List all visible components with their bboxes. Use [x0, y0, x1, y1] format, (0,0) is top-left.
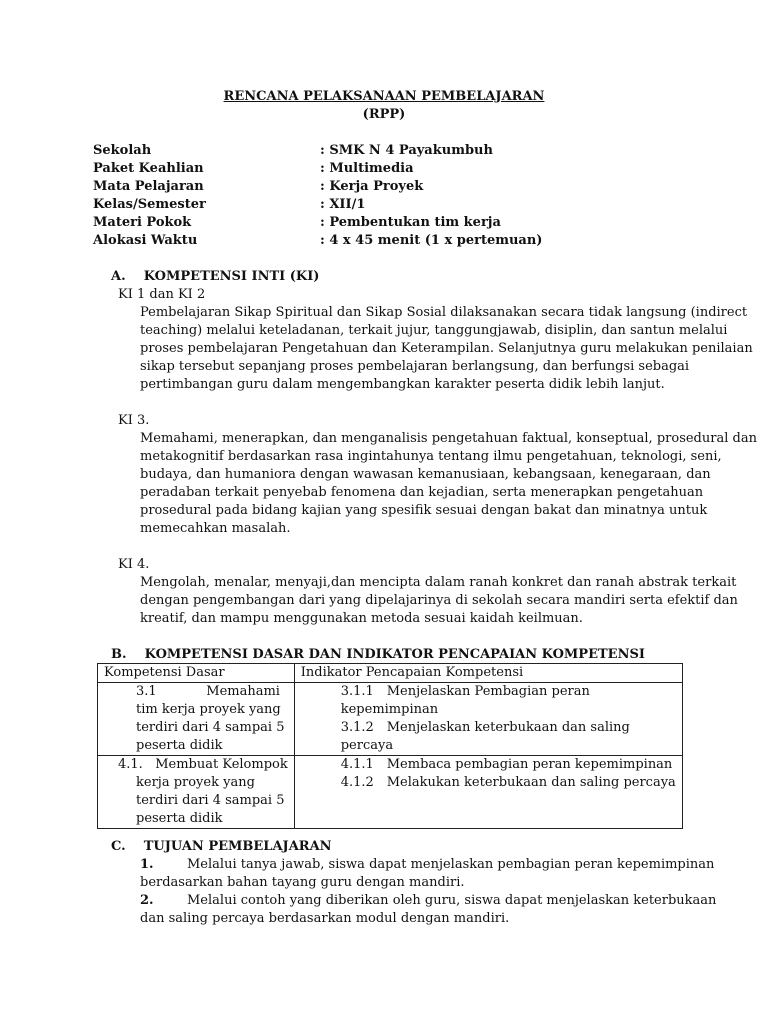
- paragraph-line: prosedural pada bidang kajian yang spesifik sesuai dengan bakat dan minatnya untuk: [140, 503, 708, 518]
- ki12-label: KI 1 dan KI 2: [118, 287, 206, 302]
- paragraph-line: kreatif, dan mampu menggunakan metoda sesuai kaidah keilmuan.: [140, 611, 583, 626]
- ki4-label: KI 4.: [118, 557, 150, 572]
- competency-table: [97, 663, 683, 829]
- objective-line: Melalui tanya jawab, siswa dapat menjelaskan pembagian peran kepemimpinan: [187, 857, 715, 872]
- section-c-heading: C. TUJUAN PEMBELAJARAN: [111, 839, 332, 854]
- paragraph-line: Memahami, menerapkan, dan menganalisis pengetahuan faktual, konseptual, prosedural dan: [140, 431, 757, 446]
- paragraph-line: dengan pengembangan dari yang dipelajarinya di sekolah secara mandiri serta efektif dan: [140, 593, 738, 608]
- table-header-row: [98, 664, 683, 683]
- document-subtitle: (RPP): [362, 107, 406, 122]
- identity-label: Kelas/Semester: [93, 197, 206, 212]
- indicator-number: 3.1.1: [340, 684, 374, 699]
- indicator-number: 4.1.2: [340, 775, 374, 790]
- indicator-text: Menjelaskan keterbukaan dan saling: [386, 720, 630, 735]
- identity-value: : XII/1: [320, 197, 366, 212]
- paragraph-line: sikap tersebut sepanjang proses pembelajaran berlangsung, dan berfungsi sebagai: [140, 359, 690, 374]
- identity-value: : SMK N 4 Payakumbuh: [320, 143, 493, 158]
- indicator-line: [341, 756, 676, 774]
- kd-line: peserta didik: [136, 811, 223, 826]
- paragraph-line: metakognitif berdasarkan rasa ingintahunya tentang ilmu pengetahuan, teknologi, seni,: [140, 449, 722, 464]
- table-row: [98, 683, 683, 756]
- ki3-label: KI 3.: [118, 413, 150, 428]
- objective-number: 1.: [140, 857, 154, 872]
- indicator-line: [341, 683, 676, 701]
- kd-cell: [98, 756, 295, 829]
- paragraph-line: budaya, dan humaniora dengan wawasan kemanusiaan, kebangsaan, kenegaraan, dan: [140, 467, 711, 482]
- kd-line: peserta didik: [136, 738, 223, 753]
- indicator-cell: [294, 756, 682, 829]
- identity-value: : Multimedia: [320, 161, 414, 176]
- indicator-cell: [294, 683, 682, 756]
- indicator-text: percaya: [340, 738, 394, 753]
- document-title: RENCANA PELAKSANAAN PEMBELAJARAN: [223, 89, 545, 104]
- table-header-kd: Kompetensi Dasar: [98, 664, 295, 683]
- objective-line: Melalui contoh yang diberikan oleh guru, siswa dapat menjelaskan keterbukaan: [187, 893, 717, 908]
- indicator-line: [341, 719, 676, 737]
- indicator-number: 4.1.1: [340, 757, 374, 772]
- kd-cell: [98, 683, 295, 756]
- indicator-line: [341, 737, 676, 755]
- kd-line: tim kerja proyek yang: [136, 702, 281, 717]
- indicator-text: Melakukan keterbukaan dan saling percaya: [386, 775, 676, 790]
- indicator-line: [341, 810, 676, 828]
- indicator-line: [341, 701, 676, 719]
- ki3-paragraph: [140, 430, 757, 538]
- identity-label: Mata Pelajaran: [93, 179, 204, 194]
- identity-label: Sekolah: [93, 143, 152, 158]
- objective-line: dan saling percaya berdasarkan modul dengan mandiri.: [140, 911, 510, 926]
- indicator-text: Membaca pembagian peran kepemimpinan: [386, 757, 673, 772]
- paragraph-line: proses pembelajaran Pengetahuan dan Keterampilan. Selanjutnya guru melakukan penilaian: [140, 341, 753, 356]
- ki4-paragraph: [140, 574, 738, 628]
- kd-line: kerja proyek yang: [136, 775, 255, 790]
- indicator-line: [341, 774, 676, 792]
- table-row: [98, 756, 683, 829]
- identity-label: Materi Pokok: [93, 215, 192, 230]
- paragraph-line: Mengolah, menalar, menyaji,dan mencipta dalam ranah konkret dan ranah abstrak terkait: [140, 575, 737, 590]
- indicator-line: [341, 792, 676, 810]
- indicator-number: 3.1.2: [340, 720, 374, 735]
- table-header-indicator: Indikator Pencapaian Kompetensi: [294, 664, 682, 683]
- section-b-heading: B. KOMPETENSI DASAR DAN INDIKATOR PENCAPAIAN KOMPETENSI: [111, 647, 645, 662]
- identity-value: : 4 x 45 menit (1 x pertemuan): [320, 233, 543, 248]
- kd-line: 3.1 Memahami: [136, 684, 280, 699]
- paragraph-line: pertimbangan guru dalam mengembangkan karakter peserta didik lebih lanjut.: [140, 377, 665, 392]
- kd-line: terdiri dari 4 sampai 5: [136, 793, 285, 808]
- identity-value: : Kerja Proyek: [320, 179, 424, 194]
- kd-line: terdiri dari 4 sampai 5: [136, 720, 285, 735]
- section-a-heading: A. KOMPETENSI INTI (KI): [111, 269, 320, 284]
- identity-value: : Pembentukan tim kerja: [320, 215, 501, 230]
- paragraph-line: Pembelajaran Sikap Spiritual dan Sikap Sosial dilaksanakan secara tidak langsung (indirect: [140, 305, 748, 320]
- paragraph-line: memecahkan masalah.: [140, 521, 291, 536]
- paragraph-line: teaching) melalui keteladanan, terkait jujur, tanggungjawab, disiplin, dan santun melalui: [140, 323, 728, 338]
- ki12-paragraph: [140, 304, 753, 394]
- identity-label: Alokasi Waktu: [93, 233, 198, 248]
- objective-number: 2.: [140, 893, 154, 908]
- identity-label: Paket Keahlian: [93, 161, 204, 176]
- objective-line: berdasarkan bahan tayang guru dengan mandiri.: [140, 875, 465, 890]
- paragraph-line: peradaban terkait penyebab fenomena dan kejadian, serta menerapkan pengetahuan: [140, 485, 704, 500]
- indicator-text: kepemimpinan: [340, 702, 439, 717]
- indicator-text: Menjelaskan Pembagian peran: [386, 684, 590, 699]
- kd-line: 4.1. Membuat Kelompok: [118, 757, 288, 772]
